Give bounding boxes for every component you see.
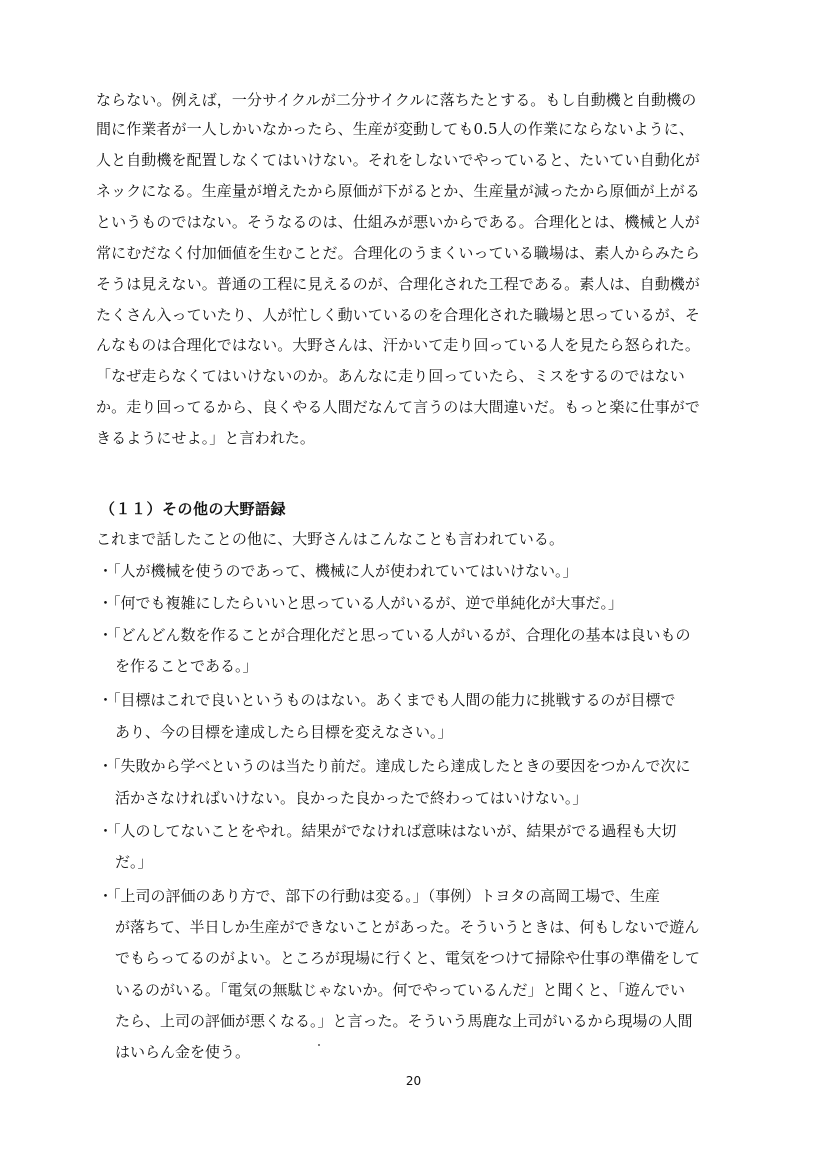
quote-item-continuation: でもらってるのがよい。ところが現場に行くと、電気をつけて掃除や仕事の準備をして: [115, 949, 701, 967]
paragraph-line: たくさん入っていたり、人が忙しく動いているのを合理化された職場と思っているが、そ: [96, 306, 701, 324]
paragraph-line: 間に作業者が一人しかいなかったら、生産が変動しても0.5人の作業にならないように、: [96, 120, 694, 138]
paragraph-line: というものではない。そうなるのは、仕組みが悪いからである。合理化とは、機械と人が: [96, 213, 700, 231]
quote-item-continuation: あり、今の目標を達成したら目標を変えなさい。」: [115, 723, 453, 741]
quote-item: ・「どんどん数を作ることが合理化だと思っている人がいるが、合理化の基本は良いもの: [98, 626, 691, 644]
scan-speck: [318, 1044, 320, 1046]
quote-item: ・「目標はこれで良いというものはない。あくまでも人間の能力に挑戦するのが目標で: [98, 691, 676, 709]
paragraph-line: ネックになる。生産量が増えたから原価が下がるとか、生産量が減ったから原価が上がる: [96, 182, 701, 200]
quote-item: ・「人のしてないことをやれ。結果がでなければ意味はないが、結果がでる過程も大切: [98, 822, 677, 840]
section-heading: （１１）その他の大野語録: [100, 500, 287, 518]
paragraph-line: んなものは合理化ではない。大野さんは、汗かいて走り回っている人を見たら怒られた。: [96, 336, 701, 354]
quote-item: ・「人が機械を使うのであって、機械に人が使われていてはいけない。」: [98, 562, 578, 580]
paragraph-line: ならない。例えば，一分サイクルが二分サイクルに落ちたとする。もし自動機と自動機の: [96, 91, 697, 109]
quote-item-continuation: いるのがいる。「電気の無駄じゃないか。何でやっているんだ」と聞くと、「遊んでい: [115, 981, 686, 999]
paragraph-line: きるようにせよ。」と言われた。: [96, 429, 316, 447]
paragraph-line: 人と自動機を配置しなくてはいけない。それをしないでやっていると、たいてい自動化が: [96, 151, 701, 169]
quote-item-continuation: はいらん金を使う。: [115, 1043, 251, 1061]
page-number: 20: [405, 1074, 422, 1088]
quote-item: ・「何でも複雑にしたらいいと思っている人がいるが、逆で単純化が大事だ。」: [98, 594, 624, 612]
quote-item-continuation: たら、上司の評価が悪くなる。」と言った。そういう馬鹿な上司がいるから現場の人間: [115, 1012, 693, 1030]
paragraph-line: か。走り回ってるから、良くやる人間だなんて言うのは大間違いだ。もっと楽に仕事がで: [96, 398, 701, 416]
paragraph-line: 常にむだなく付加価値を生むことだ。合理化のうまくいっている職場は、素人からみたら: [96, 244, 701, 262]
quote-item-continuation: が落ちて、半日しか生産ができないことがあった。そういうときは、何もしないで遊ん: [115, 918, 700, 936]
quote-item: ・「失敗から学べというのは当たり前だ。達成したら達成したときの要因をつかんで次に: [98, 757, 691, 775]
paragraph-line: 「なぜ走らなくてはいけないのか。あんなに走り回っていたら、ミスをするのではない: [96, 367, 685, 385]
section-intro: これまで話したことの他に、大野さんはこんなことも言われている。: [96, 530, 565, 548]
quote-item-continuation: を作ることである。」: [115, 657, 258, 675]
quote-item-continuation: だ。」: [115, 853, 153, 871]
quote-item: ・「上司の評価のあり方で、部下の行動は変る。」（事例）トヨタの高岡工場で、生産: [98, 887, 660, 905]
quote-item-continuation: 活かさなければいけない。良かった良かったで終わってはいけない。」: [115, 789, 588, 807]
paragraph-line: そうは見えない。普通の工程に見えるのが、合理化された工程である。素人は、自動機が: [96, 275, 701, 293]
